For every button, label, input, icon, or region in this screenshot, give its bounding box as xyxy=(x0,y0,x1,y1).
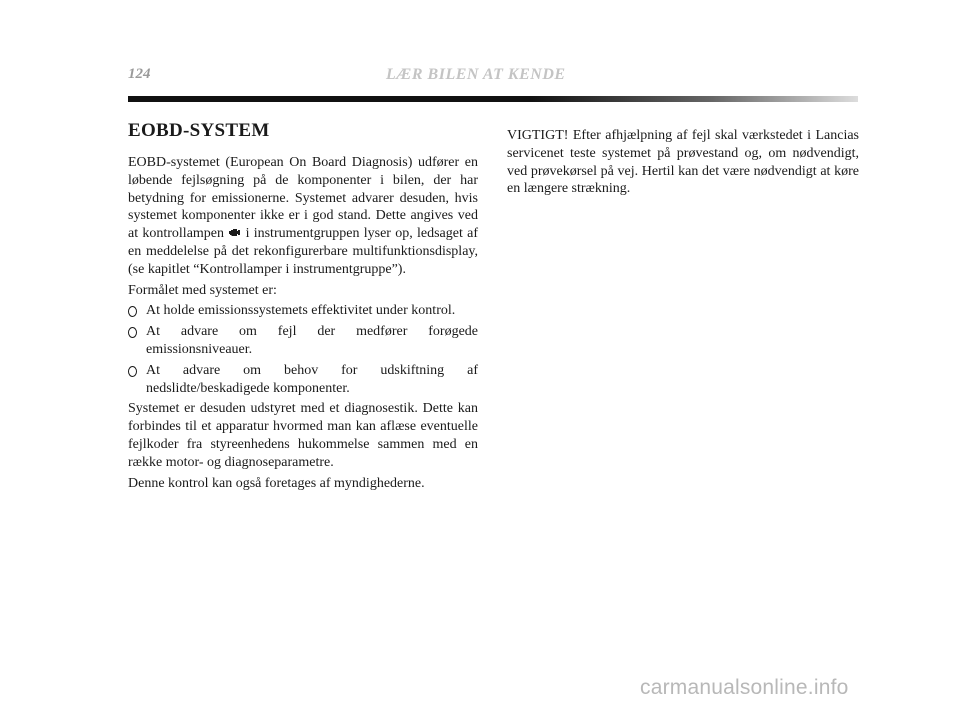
intro-text-before: EOBD-systemet (European On Board Diagnosis) udfører en løbende fejlsøgning på de komponenter i bilen, der har betydning for emissionerne. Systemet advarer desuden, hvis systemet komponenter ikke er i god stand. Dette angives ved at kontrollampen xyxy=(128,155,478,242)
authority-paragraph: Denne kontrol kan også foretages af myndighederne. xyxy=(128,475,425,491)
intro-text-after: i instrumentgruppen lyser op, ledsaget af en meddelelse på det rekonfigurerbare multifunktionsdisplay, (se kapitlet “Kontrollamper i instrumentgruppe”). xyxy=(128,226,478,277)
list-item: At advare om fejl der medfører forøgede emissionsniveauer. xyxy=(128,323,478,359)
watermark: carmanualsonline.info xyxy=(640,676,849,699)
engine-warning-lamp-icon xyxy=(228,227,241,238)
purpose-list xyxy=(128,302,478,397)
list-item: At holde emissionssystemets effektivitet under kontrol. xyxy=(128,302,478,320)
purpose-heading: Formålet med systemet er: xyxy=(128,282,277,298)
list-item: At advare om behov for udskiftning af nedslidte/beskadigede komponenter. xyxy=(128,362,478,398)
diagnostic-paragraph: Systemet er desuden udstyret med et diagnosestik. Dette kan forbindes til et apparatur hvormed man kan aflæse eventuelle fejlkoder fra styreenhedens hukommelse sammen med en række motor- og diagnoseparametre. xyxy=(128,401,478,470)
header-rule xyxy=(128,96,858,102)
bullet-icon xyxy=(128,306,137,317)
running-title: LÆR BILEN AT KENDE xyxy=(386,66,566,83)
left-column xyxy=(128,120,478,492)
important-note: VIGTIGT! Efter afhjælpning af fejl skal værkstedet i Lancias servicenet teste systemet på prøvestand og, om nødvendigt, ved prøvekørsel på vej. Hertil kan det være nødvendigt at køre en længere strækning. xyxy=(507,128,859,197)
right-column xyxy=(507,127,859,198)
intro-paragraph xyxy=(128,154,478,279)
bullet-icon xyxy=(128,327,137,338)
page-number: 124 xyxy=(128,66,151,82)
section-title: EOBD-SYSTEM xyxy=(128,120,270,141)
bullet-icon xyxy=(128,366,137,377)
page-header xyxy=(128,66,858,86)
